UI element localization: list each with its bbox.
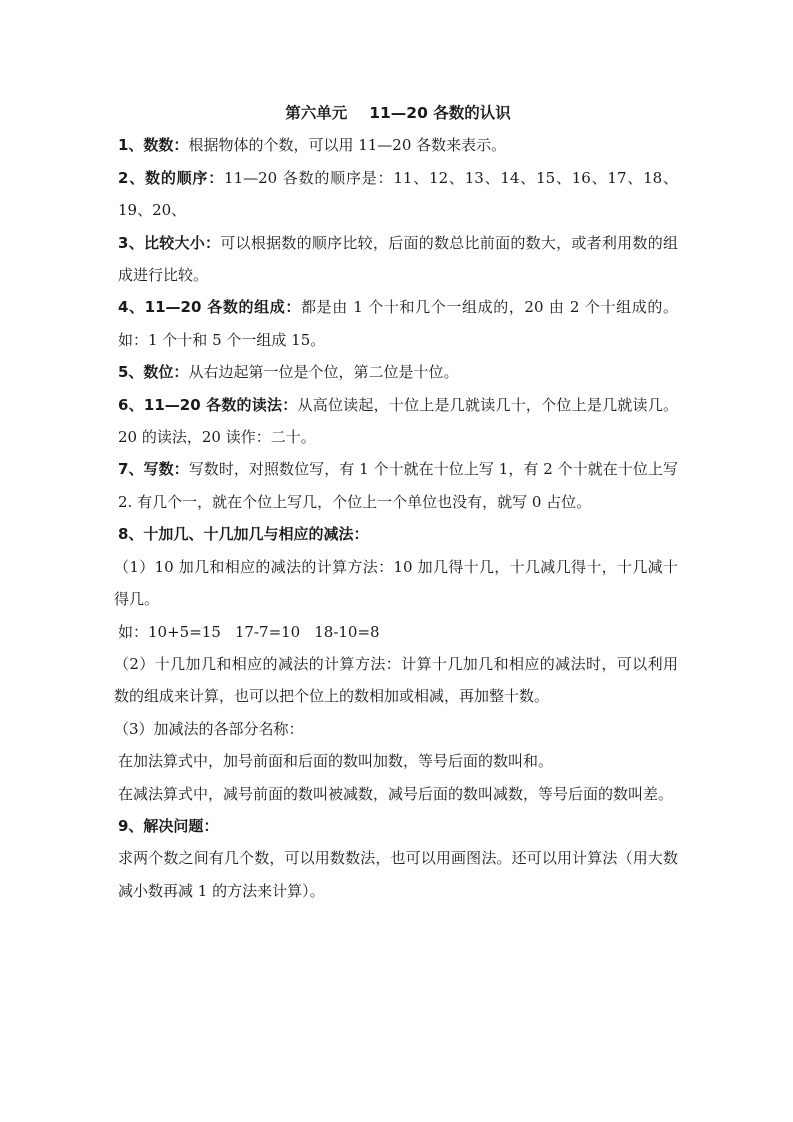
section-5 bbox=[118, 356, 678, 388]
page-title bbox=[118, 97, 678, 129]
section-7 bbox=[118, 453, 678, 518]
section-body: 根据物体的个数，可以用 11—20 各数来表示。 bbox=[188, 136, 507, 155]
section-3 bbox=[118, 227, 678, 292]
section-9 bbox=[118, 810, 678, 842]
sec8-sub1: （1）10 加几和相应的减法的计算方法：10 加几得十几，十几减几得十，十几减十得几。 bbox=[114, 557, 678, 609]
section-1 bbox=[118, 129, 678, 161]
section-heading: 3、比较大小： bbox=[118, 233, 221, 252]
title-unit: 第六单元 bbox=[285, 104, 348, 122]
example-equation: 17-7=10 bbox=[234, 622, 301, 641]
section-4 bbox=[118, 291, 678, 356]
document-page bbox=[114, 97, 679, 907]
section-body: 都是由 1 个十和几个一组成的，20 由 2 个十组成的。如：1 个十和 5 个一组成 15。 bbox=[118, 298, 678, 349]
section-body: 从高位读起，十位上是几就读几十，个位上是几就读几。20 的读法，20 读作：二十。 bbox=[118, 395, 678, 447]
section-heading: 5、数位： bbox=[118, 363, 189, 382]
section-body: 可以根据数的顺序比较，后面的数总比前面的数大，或者利用数的组成进行比较。 bbox=[118, 233, 678, 285]
sec8-add-names: 在加法算式中，加号前面和后面的数叫加数，等号后面的数叫和。 bbox=[118, 752, 554, 771]
sec8-sub2: （2）十几加几和相应的减法的计算方法：计算十几加几和相应的减法时，可以利用数的组成来计算，也可以把个位上的数相加或相减，再加整十数。 bbox=[114, 654, 678, 706]
section-8 bbox=[118, 518, 678, 550]
section-body: 从右边起第一位是个位，第二位是十位。 bbox=[188, 363, 459, 382]
section-heading: 7、写数： bbox=[118, 460, 189, 479]
sec9-body: 求两个数之间有几个数，可以用数数法，也可以用画图法。还可以用计算法（用大数减小数再减 1 的方法来计算）。 bbox=[118, 849, 678, 900]
sec8-sub3: （3）加减法的各部分名称： bbox=[114, 719, 304, 738]
section-6 bbox=[118, 389, 678, 454]
example-equation: 18-10=8 bbox=[314, 622, 380, 641]
section-heading: 8、十加几、十几加几与相应的减法： bbox=[118, 525, 369, 544]
example-label: 如： bbox=[118, 622, 149, 641]
title-topic: 11—20 各数的认识 bbox=[369, 104, 511, 122]
sec8-examples bbox=[118, 616, 678, 648]
section-heading: 1、数数： bbox=[118, 136, 189, 155]
section-heading: 2、数的顺序： bbox=[118, 168, 225, 187]
example-equation: 10+5=15 bbox=[148, 622, 221, 641]
sec8-sub-names: 在减法算式中，减号前面的数叫被减数，减号后面的数叫减数，等号后面的数叫差。 bbox=[118, 784, 674, 803]
section-body: 写数时，对照数位写，有 1 个十就在十位上写 1，有 2 个十就在十位上写 2. 有几个一，就在个位上写几，个位上一个单位也没有，就写 0 占位。 bbox=[118, 460, 679, 511]
section-body: 11—20 各数的顺序是：11、12、13、14、15、16、17、18、19、20、 bbox=[118, 168, 678, 220]
section-heading: 6、11—20 各数的读法： bbox=[118, 395, 298, 414]
section-2 bbox=[118, 162, 678, 227]
section-heading: 9、解决问题： bbox=[118, 816, 219, 835]
section-heading: 4、11—20 各数的组成： bbox=[118, 298, 302, 317]
